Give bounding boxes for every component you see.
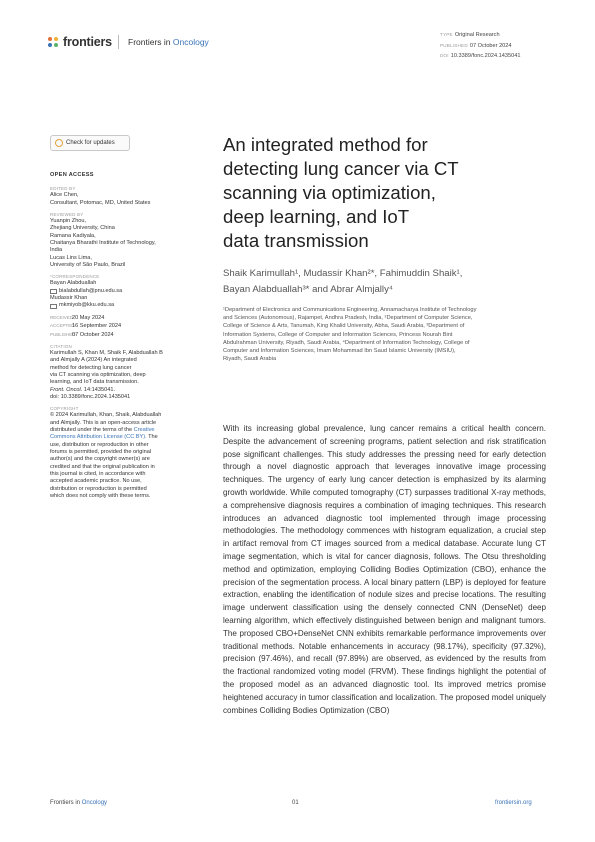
- authors-line: Bayan Alabduallah³* and Abrar Almjally⁴: [223, 283, 393, 295]
- open-access-label: OPEN ACCESS: [50, 172, 94, 178]
- email-link[interactable]: mkmiyob@kku.edu.sa: [50, 302, 188, 309]
- copyright-label: COPYRIGHT: [50, 406, 79, 412]
- citation-label: CITATION: [50, 343, 72, 349]
- journal-name[interactable]: Frontiers in Oncology: [128, 37, 209, 47]
- update-check-icon: [55, 139, 63, 147]
- meta-type: TYPE Original Research: [440, 32, 500, 38]
- authors-line: Shaik Karimullah¹, Mudassir Khan²*, Fahimuddin Shaik¹,: [223, 268, 463, 279]
- email-icon: [50, 289, 57, 294]
- frontiers-logo[interactable]: [48, 35, 112, 49]
- dates: RECEIVED20 May 2024 ACCEPTED16 September 2024 PUBLISHED07 October 2024: [50, 314, 122, 338]
- abstract-text: With its increasing global prevalence, lung cancer remains a critical health concern. Despite the advancement of screening programs, patient selection and risk stratification pose significant challenges. This study addresses the pressing need for early detection through a novel diagnostic approach that leverages innovative image processing techniques. The urgency of early lung cancer detection is emphasized by its alarming growth worldwide. While computed tomography (CT) surpasses traditional X-ray methods, a comprehensive diagnosis requires a combination of imaging techniques. This research introduces an advanced diagnostic tool implemented through image processing methodologies. The methodology commences with histogram equalization, a crucial step in artifact removal from CT images sourced from a medical database. Accurate lung CT image segmentation, which is vital for cancer diagnosis, follows. The Otsu thresholding method and optimization, employing Colliding Bodies Optimization (CBO), enhance the precision of the segmentation process. A local binary pattern (LBP) is deployed for feature extraction, enabling the identification of nodule sizes and precise locations. The resulting image underwent classification using the densely connected CNN (DenseNet) deep learning algorithm, which effectively distinguished between benign and malignant tumors. The proposed CBO+DenseNet CNN exhibits remarkable performance improvements over traditional methods. Notable enhancements in accuracy (98.17%), specificity (97.32%), precision (97.46%), and recall (97.89%) are observed, as evidenced by the results from the fractional randomized voting model (FRVM). These findings highlight the potential of the proposed model as an advanced diagnostic tool. Its improved metrics promise heightened accuracy in tumor classification and localization. The proposed model uniquely combines Colliding Bodies Optimization (CBO): [223, 424, 546, 715]
- citation-doi[interactable]: doi: 10.3389/fonc.2024.1435041: [50, 393, 131, 400]
- logo-text: frontiers: [63, 35, 112, 49]
- footer-site-link[interactable]: frontiersin.org: [495, 800, 532, 806]
- edited-by-label: EDITED BY: [50, 186, 76, 192]
- affiliations: ¹Department of Electronics and Communications Engineering, Annamacharya Institute of Technology and Sciences (Autonomous), Rajampet, Andhra Pradesh, India, ²Department of Computer Science, College of Science & Arts, Tanumah, King Khalid University, Abha, Saudi Arabia, ³Department of Information Systems, College of Computer and Information Sciences, Princess Nourah Bint Abdulrahman University, Riyadh, Saudi Arabia, ⁴Department of Information Technology, College of Computer and Information Sciences, Imam Mohammad Ibn Saud Islamic University (IMSIU), Riyadh, Saudi Arabia: [223, 307, 477, 363]
- header-divider: [118, 35, 119, 49]
- meta-doi[interactable]: DOI 10.3389/fonc.2024.1435041: [440, 53, 521, 60]
- sidebar: OPEN ACCESS EDITED BY Alice Chen, Consultant, Potomac, MD, United States REVIEWED BY Yuanpin Zhou, Zhejiang University, China Ramana Kadiyala, Chaitanya Bharathi Institute of Technology, India Lucas Lins Lima, University of São Paulo, Brazil *CORRESPONDENCE Bayan Alabduallah bialabdullah@pnu.edu.sa Mudassir Khan mkmiyob@kku.edu.sa RECEIVED20 May 2024 ACCEPTED16 September 2024 PUBLISHED07 October 2024 CITATION Karimullah S, Khan M, Shaik F, Alabduallah B and Almjally A (2024) An integrated method for detecting lung cancer via CT scanning via optimization, deep learning, and IoT data transmission. Front. Oncol. 14:1435041. doi: 10.3389/fonc.2024.1435041 COPYRIGHT © 2024 Karimullah, Khan, Shaik, Alabduallah and Almjally. This is an open-access article distributed under the terms of the Creative Commons Attribution License (CC BY). The use, distribution or reproduction in other forums is permitted, provided the original author(s) and the copyright owner(s) are credited and that the original publication in this journal is cited, in accordance with accepted academic practice. No use, distribution or reproduction is permitted which does not comply with these terms.: [50, 172, 188, 500]
- meta-published: PUBLISHED 07 October 2024: [440, 42, 512, 49]
- reviewed-by-label: REVIEWED BY: [50, 212, 84, 218]
- email-link[interactable]: bialabdullah@pnu.edu.sa: [50, 288, 188, 295]
- journal-name-highlight: Oncology: [172, 37, 209, 47]
- page-number: 01: [292, 800, 299, 806]
- check-for-updates-button[interactable]: Check for updates: [50, 135, 130, 151]
- author-list: [223, 266, 563, 297]
- license-link[interactable]: Commons Attribution License (CC BY).: [50, 434, 147, 441]
- footer-journal: Frontiers in Oncology: [50, 800, 108, 806]
- email-icon: [50, 304, 57, 309]
- frontiers-logo-icon: [48, 37, 59, 48]
- license-link[interactable]: Creative: [133, 426, 155, 433]
- article-meta: [440, 30, 520, 62]
- correspondence-label: *CORRESPONDENCE: [50, 274, 100, 280]
- article-title: An integrated method for detecting lung cancer via CT scanning via optimization, deep learning, and IoT data transmission: [223, 134, 459, 251]
